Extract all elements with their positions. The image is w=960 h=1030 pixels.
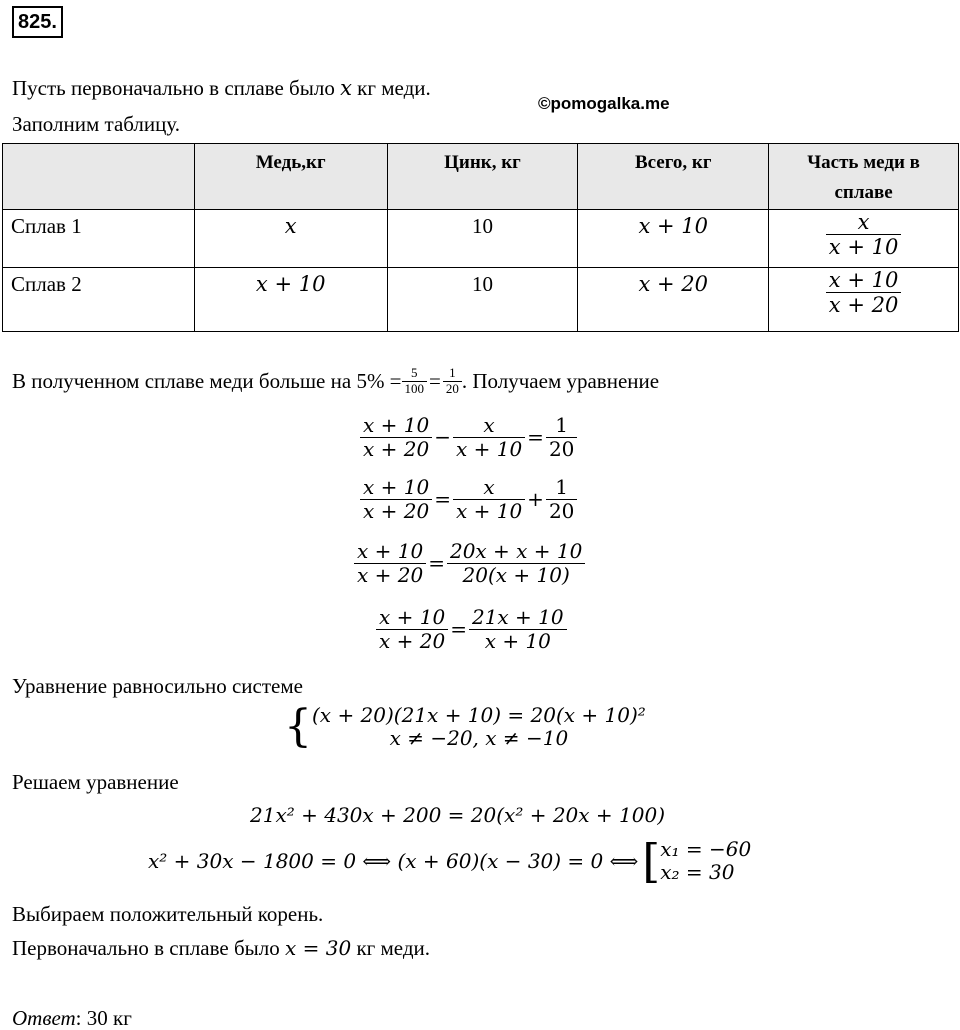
solve-line-2-group [148,834,752,888]
operator: = [450,617,467,641]
table-row [3,209,959,267]
fraction [469,606,567,653]
fraction-denominator: 100 [404,380,425,396]
operator: + [527,487,544,511]
intro-line-2: Заполним таблицу. [12,112,181,136]
solve-intro: Решаем уравнение [12,770,179,794]
fraction-numerator: x + 10 [376,606,448,630]
final-sentence [12,936,430,960]
copper-cell: x [194,209,387,267]
answer-line [12,1006,132,1030]
solve-line-2: x² + 30x − 1800 = 0 ⟺ (x + 60)(x − 30) = 0 ⟺ [148,848,639,873]
operator: = [434,487,451,511]
fraction-denominator: 20 [445,380,459,396]
answer-value: : 30 кг [75,1006,132,1030]
fraction-denominator: 20 [548,437,575,461]
fraction-denominator: x + 20 [363,437,430,461]
table-row [3,267,959,331]
fraction-numerator: x + 10 [826,268,902,293]
operator: − [434,425,451,449]
total-cell: x + 20 [578,267,769,331]
paragraph-before: В полученном сплаве меди больше на 5% = [12,369,402,394]
square-bracket-icon: [ [642,834,661,888]
fraction [360,414,432,461]
intro-text-after: кг меди. [351,76,431,100]
table-header-cell [3,144,195,210]
fraction [360,476,432,523]
table-header-cell: Медь,кг [194,144,387,210]
fraction-denominator: x + 20 [363,499,430,523]
fraction-denominator: x + 10 [455,437,523,461]
problem-number: 825. [12,6,63,38]
choose-root: Выбираем положительный корень. [12,902,324,926]
intro-line-1 [12,76,431,100]
total-cell: x + 10 [578,209,769,267]
roots [660,838,751,884]
fraction-denominator: x + 10 [484,629,551,653]
part-cell [769,209,959,267]
system-intro: Уравнение равносильно системе [12,674,303,698]
fraction-5-100 [402,366,428,397]
final-after: кг меди. [351,936,431,960]
watermark: ©pomogalka.me [538,94,670,113]
table-header-cell: Часть меди в сплаве [769,144,959,210]
fraction-denominator: 20(x + 10) [462,563,570,587]
zinc-cell: 10 [387,267,578,331]
fraction-numerator: x + 10 [354,540,426,564]
fraction-numerator: x [453,414,525,438]
system-line-2: x ≠ −20, x ≠ −10 [389,726,569,750]
equation-4 [376,606,567,653]
final-value: x = 30 [285,936,352,960]
fraction [453,476,525,523]
fraction [447,540,585,587]
system-lines [312,704,646,750]
copper-cell: x + 10 [194,267,387,331]
fraction-denominator: x + 10 [455,499,523,523]
fraction-numerator: x [826,210,902,235]
fraction-numerator: 21x + 10 [469,606,567,630]
answer-label: Ответ [12,1006,76,1030]
fraction [453,414,525,461]
paragraph-line [12,366,659,397]
fraction-numerator: 1 [443,366,462,382]
table-header-row [3,144,959,210]
root-1: x₁ = −60 [660,837,752,861]
solve-line-1: 21x² + 430x + 200 = 20(x² + 20x + 100) [250,803,665,827]
zinc-cell: 10 [387,209,578,267]
fraction [354,540,426,587]
equation-2 [360,476,577,523]
fraction-numerator: 1 [546,414,577,438]
operator: = [428,551,445,575]
fraction-numerator: x [453,476,525,500]
part-fraction [826,268,902,317]
table-header-cell: Цинк, кг [387,144,578,210]
fraction-denominator: x + 20 [379,629,446,653]
fraction [546,476,577,523]
fraction-denominator: 20 [548,499,575,523]
row-label: Сплав 2 [3,267,195,331]
equation-1 [360,414,577,461]
equation-3 [354,540,585,587]
fraction-numerator: x + 10 [360,414,432,438]
equals-sign: = [429,369,441,394]
fraction-1-20 [443,366,462,397]
fraction-denominator: x + 10 [828,234,899,259]
system-line-1: (x + 20)(21x + 10) = 20(x + 10)² [312,703,646,727]
fraction-numerator: x + 10 [360,476,432,500]
root-2: x₂ = 30 [660,860,735,884]
paragraph-after: . Получаем уравнение [461,369,660,394]
fraction-numerator: 20x + x + 10 [447,540,585,564]
row-label: Сплав 1 [3,209,195,267]
fraction-denominator: x + 20 [828,292,899,317]
table-header-cell: Всего, кг [578,144,769,210]
curly-brace-icon: { [284,701,312,752]
fraction [376,606,448,653]
data-table [2,143,959,332]
intro-var-x: x [340,76,352,100]
operator: = [527,425,544,449]
part-fraction [826,210,902,259]
final-before: Первоначально в сплаве было [12,936,285,960]
fraction-numerator: 5 [402,366,428,382]
part-cell [769,267,959,331]
fraction [546,414,577,461]
fraction-numerator: 1 [546,476,577,500]
system [284,701,646,752]
intro-text-before: Пусть первоначально в сплаве было [12,76,341,100]
fraction-denominator: x + 20 [357,563,424,587]
